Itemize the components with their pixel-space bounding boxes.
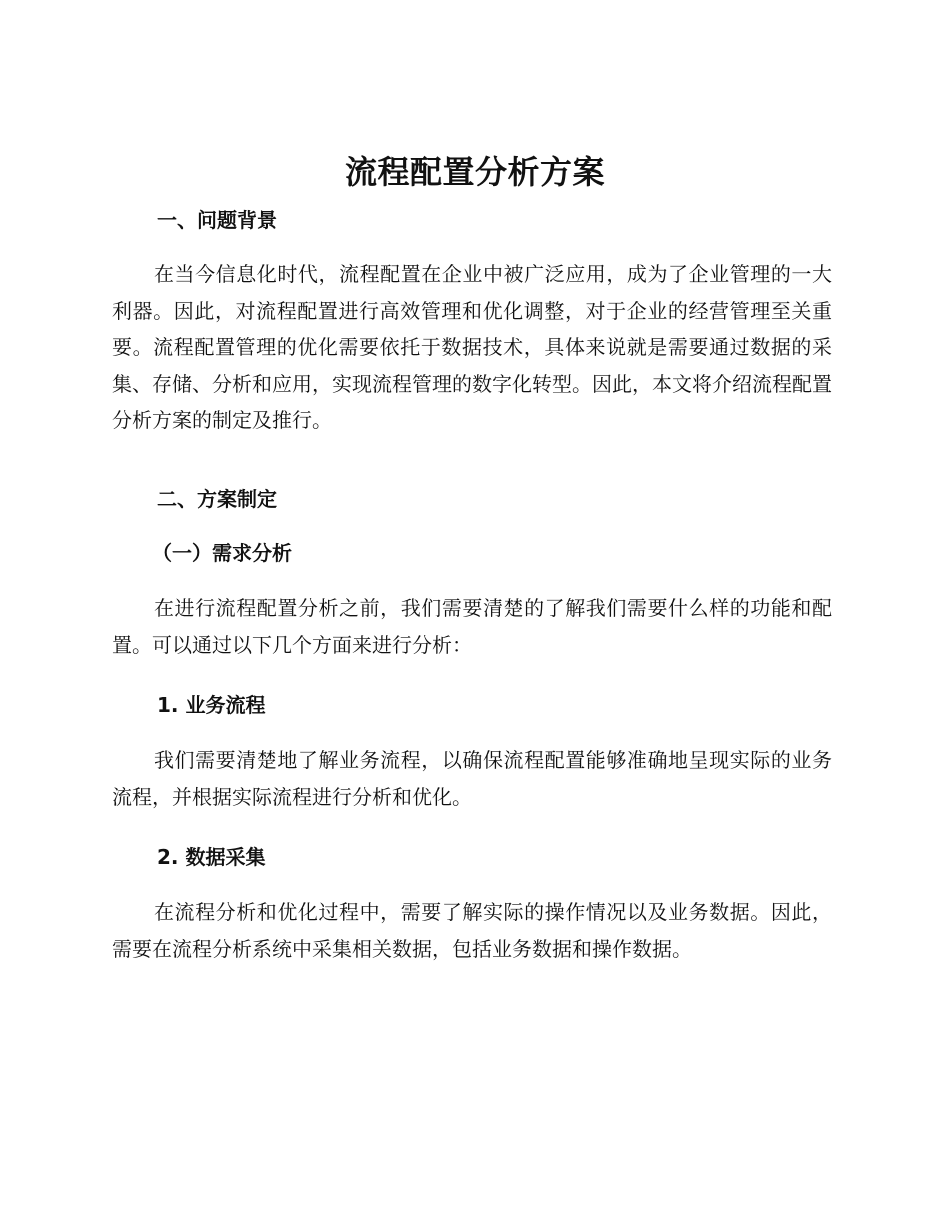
- subsection-heading-requirements: （一）需求分析: [152, 541, 292, 565]
- section-heading-background: 一、问题背景: [157, 208, 277, 232]
- document-title: 流程配置分析方案: [344, 153, 605, 191]
- paragraph-business-process: 我们需要清楚地了解业务流程，以确保流程配置能够准确地呈现实际的业务流程，并根据实际流程进行分析和优化。: [112, 748, 832, 809]
- paragraph-data-collection: 在流程分析和优化过程中，需要了解实际的操作情况以及业务数据。因此，需要在流程分析系统中采集相关数据，包括业务数据和操作数据。: [112, 900, 832, 961]
- section-heading-plan: 二、方案制定: [157, 487, 277, 511]
- paragraph-requirements: 在进行流程配置分析之前，我们需要清楚的了解我们需要什么样的功能和配置。可以通过以下几个方面来进行分析：: [112, 596, 832, 657]
- item-heading-business-process: 1. 业务流程: [157, 693, 266, 717]
- paragraph-background: 在当今信息化时代，流程配置在企业中被广泛应用，成为了企业管理的一大利器。因此，对流程配置进行高效管理和优化调整，对于企业的经营管理至关重要。流程配置管理的优化需要依托于数据技术，具体来说就是需要通过数据的采集、存储、分析和应用，实现流程管理的数字化转型。因此，本文将介绍流程配置分析方案的制定及推行。: [112, 262, 832, 432]
- item-heading-data-collection: 2. 数据采集: [157, 845, 266, 869]
